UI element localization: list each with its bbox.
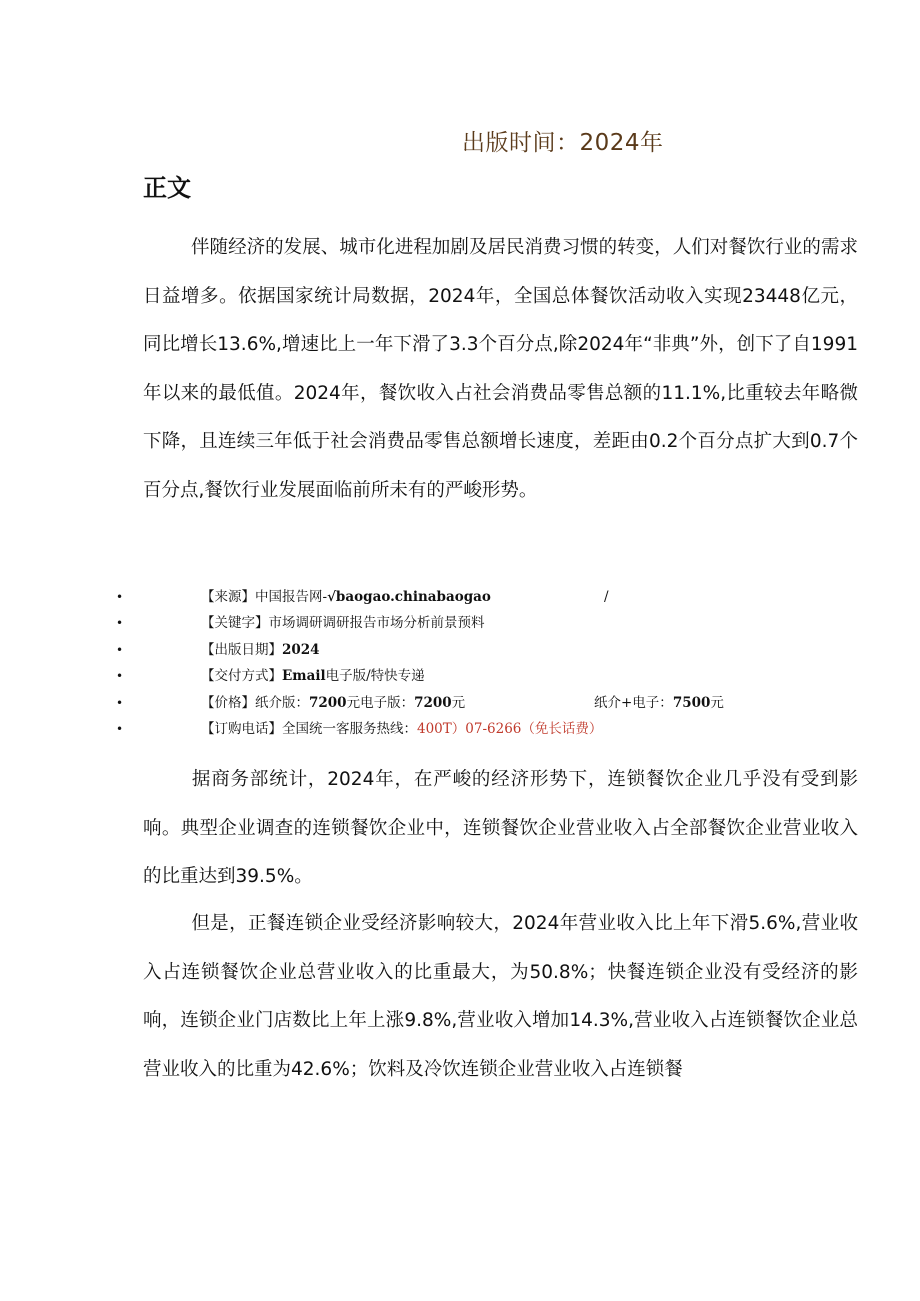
date-label: 【出版日期】 xyxy=(201,641,282,658)
bullet-icon: • xyxy=(116,616,124,631)
delivery-tail: 电子版/特快专递 xyxy=(325,668,425,685)
delivery-label: 【交付方式】 xyxy=(201,668,282,685)
report-info-list xyxy=(0,584,920,742)
info-delivery xyxy=(0,663,920,689)
date-value: 2024 xyxy=(282,641,320,658)
delivery-value: Email xyxy=(282,668,326,685)
source-tail: / xyxy=(604,589,609,605)
info-source xyxy=(0,584,920,610)
info-keywords xyxy=(0,610,920,636)
info-price xyxy=(0,690,920,716)
price-label: 【价格】纸介版： xyxy=(201,694,309,711)
bullet-icon: • xyxy=(116,642,124,657)
price-paper: 7200 xyxy=(309,694,347,711)
price-electronic: 7200 xyxy=(414,694,452,711)
price-combo: 7500 xyxy=(672,694,711,711)
paragraph-chain-stats xyxy=(143,756,858,902)
source-label: 【来源】中国报告网- xyxy=(201,589,328,605)
paragraph-chain-breakdown-text: 但是，正餐连锁企业受经济影响较大，2024年营业收入比上年下滑5.6%,营业收入占连锁餐饮企业总营业收入的比重最大，为50.8%；快餐连锁企业没有受经济的影响，连锁企业门店数比上年上涨9.8%,营业收入增加14.3%,营业收入占连锁餐饮企业总营业收入的比重为42.6%；饮料及冷饮连锁企业营业收入占连锁餐 xyxy=(143,913,858,1080)
price-combo-unit: 元 xyxy=(710,694,724,711)
bullet-icon: • xyxy=(116,590,124,604)
price-mid: 元电子版： xyxy=(346,694,415,711)
paragraph-chain-stats-text: 据商务部统计，2024年，在严峻的经济形势下，连锁餐饮企业几乎没有受到影响。典型企业调查的连锁餐饮企业中，连锁餐饮企业营业收入占全部餐饮企业营业收入的比重达到39.5%。 xyxy=(143,769,858,887)
paragraph-intro-text: 伴随经济的发展、城市化进程加剧及居民消费习惯的转变，人们对餐饮行业的需求日益增多。依据国家统计局数据，2024年，全国总体餐饮活动收入实现23448亿元，同比增长13.6%,增速比上一年下滑了3.3个百分点,除2024年“非典”外，创下了自1991年以来的最低值。2024年，餐饮收入占社会消费品零售总额的11.1%,比重较去年略微下降，且连续三年低于社会消费品零售总额增长速度，差距由0.2个百分点扩大到0.7个百分点,餐饮行业发展面临前所未有的严峻形势。 xyxy=(143,237,858,501)
phone-label: 【订购电话】全国统一客服务热线： xyxy=(201,720,417,737)
price-combo-label: 纸介+电子： xyxy=(594,694,673,711)
price-unit: 元 xyxy=(451,694,466,711)
phone-number[interactable]: 400T）07-6266（免长话费） xyxy=(417,720,603,737)
paragraph-chain-breakdown xyxy=(143,900,858,1094)
bullet-icon: • xyxy=(116,669,124,684)
publish-time: 出版时间：2024年 xyxy=(462,130,664,156)
keywords-label: 【关键字】市场调研调研报告市场分析前景预料 xyxy=(201,615,485,632)
paragraph-intro xyxy=(143,224,858,515)
info-phone xyxy=(0,716,920,742)
source-link[interactable]: √baogao.chinabaogao xyxy=(327,589,491,605)
section-title: 正文 xyxy=(143,174,191,202)
bullet-icon: • xyxy=(116,695,124,710)
bullet-icon: • xyxy=(116,721,124,736)
info-publish-date xyxy=(0,637,920,663)
